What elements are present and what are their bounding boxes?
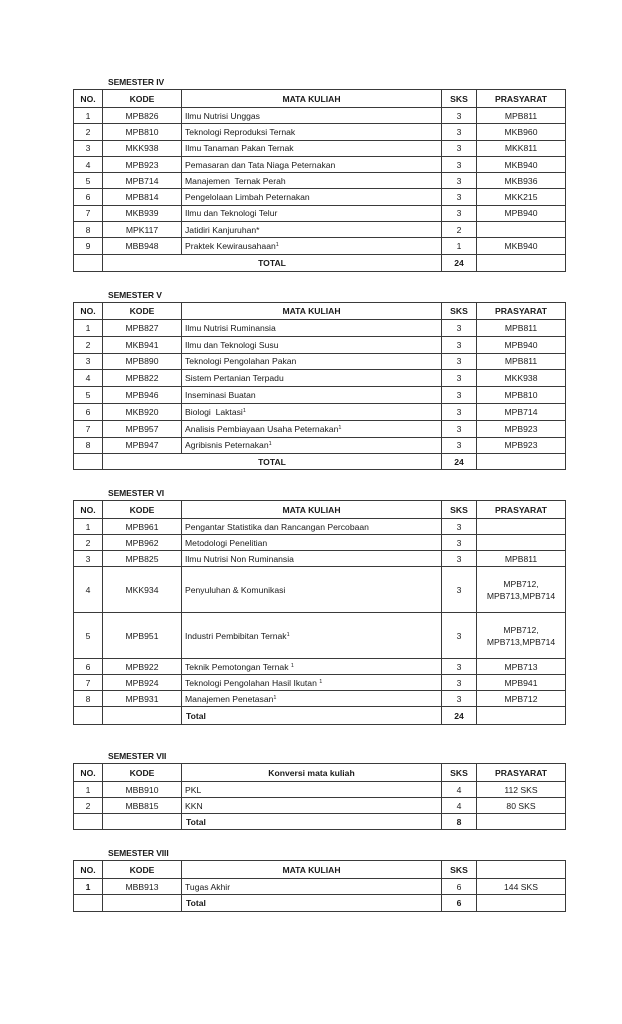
footnote-marker: 1: [242, 407, 246, 414]
cell-sks: 3: [442, 675, 477, 691]
prasyarat-line: MPB713,MPB714: [486, 636, 556, 647]
cell-no: 2: [74, 798, 103, 814]
cell-kode: MPB827: [103, 320, 182, 337]
cell-mata-kuliah: [182, 320, 442, 337]
cell-mata-kuliah: [182, 336, 442, 353]
cell-mata-kuliah: [182, 238, 442, 254]
cell-prasyarat: MKB960: [477, 124, 566, 140]
table-row: [74, 173, 566, 189]
course-name: Teknologi Reproduksi Ternak: [185, 126, 296, 137]
table-row: [74, 551, 566, 567]
cell-sks: 3: [442, 551, 477, 567]
cell-no: 6: [74, 189, 103, 205]
table-row: [74, 370, 566, 387]
table-row: [74, 519, 566, 535]
cell-sks: 3: [442, 156, 477, 172]
cell-prasyarat: MPB811: [477, 320, 566, 337]
total-row: [74, 814, 566, 830]
table-row: [74, 140, 566, 156]
table-row: [74, 189, 566, 205]
course-name: Analisis Pembiayaan Usaha Peternakan: [185, 423, 339, 434]
cell-no: 3: [74, 551, 103, 567]
header-prasyarat: PRASYARAT: [477, 303, 566, 320]
total-blank-cell: [477, 254, 566, 271]
cell-sks: 3: [442, 420, 477, 437]
semester-v-table: [73, 302, 566, 470]
cell-sks: 3: [442, 659, 477, 675]
footnote-marker: 1: [338, 424, 342, 431]
total-label: TOTAL: [103, 254, 442, 271]
cell-kode: MKK938: [103, 140, 182, 156]
semester-vi-title: SEMESTER VI: [108, 488, 165, 498]
header-prasyarat: PRASYARAT: [477, 501, 566, 519]
header-sks: SKS: [442, 764, 477, 782]
cell-prasyarat: MPB712: [477, 691, 566, 707]
header-sks: SKS: [442, 861, 477, 879]
cell-mata-kuliah: [182, 222, 442, 238]
cell-no: 3: [74, 140, 103, 156]
table-row: [74, 108, 566, 124]
cell-prasyarat: MKB940: [477, 238, 566, 254]
prasyarat-line: MPB713,MPB714: [486, 590, 556, 601]
cell-mata-kuliah: [182, 108, 442, 124]
course-name: Sistem Pertanian Terpadu: [185, 373, 284, 384]
cell-mata-kuliah: [182, 387, 442, 404]
cell-sks: 1: [442, 238, 477, 254]
total-row: [74, 895, 566, 912]
table-row: [74, 403, 566, 420]
cell-prasyarat: MPB940: [477, 205, 566, 221]
course-name: Pengantar Statistika dan Rancangan Percobaan: [185, 521, 369, 532]
cell-no: 9: [74, 238, 103, 254]
cell-no: 3: [74, 353, 103, 370]
cell-kode: MBB948: [103, 238, 182, 254]
total-blank-cell: [74, 895, 103, 912]
header-kode: KODE: [103, 764, 182, 782]
cell-kode: MPB957: [103, 420, 182, 437]
cell-no: 4: [74, 370, 103, 387]
course-name: Ilmu Tanaman Pakan Ternak: [185, 143, 294, 154]
course-name: Metodologi Penelitian: [185, 537, 268, 548]
table-row: [74, 336, 566, 353]
table-row: [74, 567, 566, 613]
cell-kode: MPB810: [103, 124, 182, 140]
cell-no: 2: [74, 336, 103, 353]
total-blank-cell: [74, 707, 103, 725]
cell-mata-kuliah: [182, 659, 442, 675]
cell-prasyarat: MKK215: [477, 189, 566, 205]
cell-prasyarat: MPB923: [477, 437, 566, 454]
cell-kode: MPB714: [103, 173, 182, 189]
cell-prasyarat: MPB810: [477, 387, 566, 404]
semester-viii-table: [73, 860, 566, 912]
cell-no: 6: [74, 403, 103, 420]
cell-no: 7: [74, 675, 103, 691]
total-row: [74, 707, 566, 725]
semester-vii-title: SEMESTER VII: [108, 751, 167, 761]
cell-no: 4: [74, 156, 103, 172]
cell-mata-kuliah: [182, 675, 442, 691]
header-mata-kuliah: MATA KULIAH: [182, 90, 442, 108]
total-blank-cell: [477, 454, 566, 470]
cell-mata-kuliah: [182, 124, 442, 140]
total-sks: 24: [442, 454, 477, 470]
course-name: Ilmu Nutrisi Ruminansia: [185, 322, 276, 333]
cell-no: 1: [74, 879, 103, 895]
cell-mata-kuliah: [182, 353, 442, 370]
cell-prasyarat: 80 SKS: [477, 798, 566, 814]
header-prasyarat: PRASYARAT: [477, 90, 566, 108]
header-sks: SKS: [442, 501, 477, 519]
cell-sks: 3: [442, 108, 477, 124]
header-mata-kuliah: MATA KULIAH: [182, 501, 442, 519]
total-sks: 6: [442, 895, 477, 912]
cell-no: 1: [74, 519, 103, 535]
course-name: Ilmu Nutrisi Unggas: [185, 110, 260, 121]
cell-no: 8: [74, 437, 103, 454]
cell-kode: MBB910: [103, 782, 182, 798]
cell-kode: MKB941: [103, 336, 182, 353]
course-name: Teknologi Pengolahan Hasil Ikutan: [185, 677, 320, 688]
total-blank-cell: [477, 707, 566, 725]
table-row: [74, 782, 566, 798]
cell-sks: 3: [442, 567, 477, 613]
header-kode: KODE: [103, 861, 182, 879]
cell-mata-kuliah: [182, 567, 442, 613]
course-name: Ilmu Nutrisi Non Ruminansia: [185, 553, 294, 564]
cell-no: 2: [74, 535, 103, 551]
header-row: [74, 90, 566, 108]
header-no: NO.: [74, 764, 103, 782]
cell-no: 1: [74, 108, 103, 124]
table-row: [74, 675, 566, 691]
table-row: [74, 353, 566, 370]
cell-mata-kuliah: [182, 420, 442, 437]
cell-prasyarat: MKB940: [477, 156, 566, 172]
cell-kode: MPB890: [103, 353, 182, 370]
cell-prasyarat: [477, 613, 566, 659]
cell-kode: MPB946: [103, 387, 182, 404]
table-row: [74, 420, 566, 437]
header-no: NO.: [74, 861, 103, 879]
cell-sks: 4: [442, 798, 477, 814]
header-kode: KODE: [103, 90, 182, 108]
semester-viii-title: SEMESTER VIII: [108, 848, 169, 858]
semester-vii-table: [73, 763, 566, 830]
header-prasyarat-blank: [477, 861, 566, 879]
cell-sks: 6: [442, 879, 477, 895]
cell-mata-kuliah: [182, 879, 442, 895]
footnote-marker: 1: [319, 678, 323, 685]
table-row: [74, 613, 566, 659]
cell-kode: MPB922: [103, 659, 182, 675]
course-name: Inseminasi Buatan: [185, 390, 256, 401]
cell-prasyarat: MPB941: [477, 675, 566, 691]
footnote-marker: 1: [275, 242, 279, 249]
header-no: NO.: [74, 90, 103, 108]
cell-mata-kuliah: [182, 370, 442, 387]
cell-no: 5: [74, 173, 103, 189]
cell-kode: MPB923: [103, 156, 182, 172]
header-row: [74, 861, 566, 879]
cell-mata-kuliah: [182, 613, 442, 659]
cell-sks: 3: [442, 353, 477, 370]
course-name: Biologi Laktasi: [185, 406, 243, 417]
table-row: [74, 798, 566, 814]
prasyarat-line: MPB712,: [503, 624, 539, 635]
footnote-marker: 1: [268, 441, 272, 448]
header-mata-kuliah: MATA KULIAH: [182, 861, 442, 879]
header-kode: KODE: [103, 303, 182, 320]
total-label: Total: [182, 814, 442, 830]
cell-kode: MPB924: [103, 675, 182, 691]
cell-no: 1: [74, 320, 103, 337]
total-blank-cell: [74, 454, 103, 470]
header-konversi: Konversi mata kuliah: [182, 764, 442, 782]
cell-mata-kuliah: [182, 798, 442, 814]
cell-sks: 3: [442, 173, 477, 189]
cell-sks: 3: [442, 613, 477, 659]
header-sks: SKS: [442, 90, 477, 108]
cell-mata-kuliah: [182, 519, 442, 535]
total-blank-cell: [477, 895, 566, 912]
course-name: Praktek Kewirausahaan: [185, 241, 276, 252]
cell-kode: MPB822: [103, 370, 182, 387]
cell-prasyarat: MPB940: [477, 336, 566, 353]
course-name: Tugas Akhir: [185, 881, 231, 892]
total-row: [74, 254, 566, 271]
cell-sks: 3: [442, 691, 477, 707]
prasyarat-line: MPB712,: [503, 578, 539, 589]
cell-prasyarat: MPB811: [477, 551, 566, 567]
table-row: [74, 124, 566, 140]
course-name: Teknologi Pengolahan Pakan: [185, 356, 297, 367]
cell-kode: MPK117: [103, 222, 182, 238]
course-name: Ilmu dan Teknologi Telur: [185, 208, 278, 219]
header-mata-kuliah: MATA KULIAH: [182, 303, 442, 320]
total-blank-cell: [103, 895, 182, 912]
cell-mata-kuliah: [182, 437, 442, 454]
header-no: NO.: [74, 303, 103, 320]
cell-no: 5: [74, 613, 103, 659]
table-row: [74, 387, 566, 404]
total-sks: 24: [442, 707, 477, 725]
total-label: Total: [182, 707, 442, 725]
cell-mata-kuliah: [182, 691, 442, 707]
cell-prasyarat: MKB936: [477, 173, 566, 189]
header-row: [74, 501, 566, 519]
table-row: [74, 320, 566, 337]
table-row: [74, 222, 566, 238]
course-name: Ilmu dan Teknologi Susu: [185, 339, 279, 350]
header-kode: KODE: [103, 501, 182, 519]
cell-mata-kuliah: [182, 403, 442, 420]
header-row: [74, 764, 566, 782]
cell-sks: 3: [442, 189, 477, 205]
cell-sks: 3: [442, 370, 477, 387]
total-row: [74, 454, 566, 470]
cell-prasyarat: 144 SKS: [477, 879, 566, 895]
cell-kode: MPB961: [103, 519, 182, 535]
cell-kode: MBB913: [103, 879, 182, 895]
cell-kode: MPB962: [103, 535, 182, 551]
table-row: [74, 659, 566, 675]
total-blank-cell: [103, 707, 182, 725]
semester-iv-title: SEMESTER IV: [108, 77, 165, 87]
table-row: [74, 205, 566, 221]
cell-sks: 3: [442, 320, 477, 337]
header-row: [74, 303, 566, 320]
cell-prasyarat: MPB811: [477, 108, 566, 124]
cell-mata-kuliah: [182, 189, 442, 205]
cell-mata-kuliah: [182, 140, 442, 156]
table-row: [74, 437, 566, 454]
cell-kode: MPB951: [103, 613, 182, 659]
footnote-marker: 1: [286, 631, 290, 638]
cell-no: 7: [74, 205, 103, 221]
course-name: KKN: [185, 800, 203, 811]
table-row: [74, 691, 566, 707]
header-no: NO.: [74, 501, 103, 519]
cell-prasyarat: [477, 535, 566, 551]
cell-no: 7: [74, 420, 103, 437]
cell-prasyarat: MPB713: [477, 659, 566, 675]
cell-kode: MKK934: [103, 567, 182, 613]
cell-kode: MKB939: [103, 205, 182, 221]
course-name: Penyuluhan & Komunikasi: [185, 584, 286, 595]
cell-sks: 3: [442, 387, 477, 404]
cell-kode: MPB947: [103, 437, 182, 454]
cell-kode: MPB826: [103, 108, 182, 124]
table-row: [74, 238, 566, 254]
cell-prasyarat: [477, 567, 566, 613]
course-name: Manajemen Ternak Perah: [185, 175, 286, 186]
footnote-marker: 1: [273, 694, 277, 701]
cell-sks: 3: [442, 124, 477, 140]
cell-prasyarat: [477, 519, 566, 535]
cell-prasyarat: MPB811: [477, 353, 566, 370]
cell-sks: 3: [442, 205, 477, 221]
cell-sks: 2: [442, 222, 477, 238]
cell-sks: 3: [442, 437, 477, 454]
cell-no: 6: [74, 659, 103, 675]
cell-sks: 3: [442, 140, 477, 156]
total-label: TOTAL: [103, 454, 442, 470]
total-sks: 24: [442, 254, 477, 271]
cell-no: 1: [74, 782, 103, 798]
cell-mata-kuliah: [182, 205, 442, 221]
cell-prasyarat: MKK811: [477, 140, 566, 156]
footnote-marker: 1: [290, 662, 294, 669]
header-sks: SKS: [442, 303, 477, 320]
total-sks: 8: [442, 814, 477, 830]
total-blank-cell: [74, 814, 103, 830]
cell-sks: 3: [442, 403, 477, 420]
cell-kode: MKB920: [103, 403, 182, 420]
cell-prasyarat: MKK938: [477, 370, 566, 387]
course-name: Jatidiri Kanjuruhan*: [185, 224, 260, 235]
cell-sks: 4: [442, 782, 477, 798]
cell-kode: MBB815: [103, 798, 182, 814]
cell-mata-kuliah: [182, 535, 442, 551]
cell-sks: 3: [442, 519, 477, 535]
semester-v-title: SEMESTER V: [108, 290, 162, 300]
course-name: Teknik Pemotongan Ternak: [185, 661, 291, 672]
total-blank-cell: [103, 814, 182, 830]
course-name: Agribisnis Peternakan: [185, 440, 269, 451]
cell-prasyarat: MPB923: [477, 420, 566, 437]
table-row: [74, 156, 566, 172]
cell-no: 8: [74, 222, 103, 238]
total-label: Total: [182, 895, 442, 912]
semester-iv-table: [73, 89, 566, 272]
header-prasyarat: PRASYARAT: [477, 764, 566, 782]
cell-mata-kuliah: [182, 551, 442, 567]
cell-prasyarat: [477, 222, 566, 238]
course-name: Pengelolaan Limbah Peternakan: [185, 192, 310, 203]
cell-no: 2: [74, 124, 103, 140]
semester-vi-table: [73, 500, 566, 725]
course-name: Manajemen Penetasan: [185, 693, 274, 704]
cell-kode: MPB825: [103, 551, 182, 567]
course-name: Pemasaran dan Tata Niaga Peternakan: [185, 159, 336, 170]
cell-sks: 3: [442, 336, 477, 353]
cell-mata-kuliah: [182, 782, 442, 798]
cell-mata-kuliah: [182, 173, 442, 189]
course-name: PKL: [185, 784, 202, 795]
cell-kode: MPB814: [103, 189, 182, 205]
total-blank-cell: [477, 814, 566, 830]
total-blank-cell: [74, 254, 103, 271]
cell-prasyarat: 112 SKS: [477, 782, 566, 798]
cell-mata-kuliah: [182, 156, 442, 172]
cell-no: 4: [74, 567, 103, 613]
table-row: [74, 535, 566, 551]
course-name: Industri Pembibitan Ternak: [185, 630, 287, 641]
cell-sks: 3: [442, 535, 477, 551]
cell-no: 8: [74, 691, 103, 707]
cell-kode: MPB931: [103, 691, 182, 707]
cell-prasyarat: MPB714: [477, 403, 566, 420]
cell-no: 5: [74, 387, 103, 404]
table-row: [74, 879, 566, 895]
